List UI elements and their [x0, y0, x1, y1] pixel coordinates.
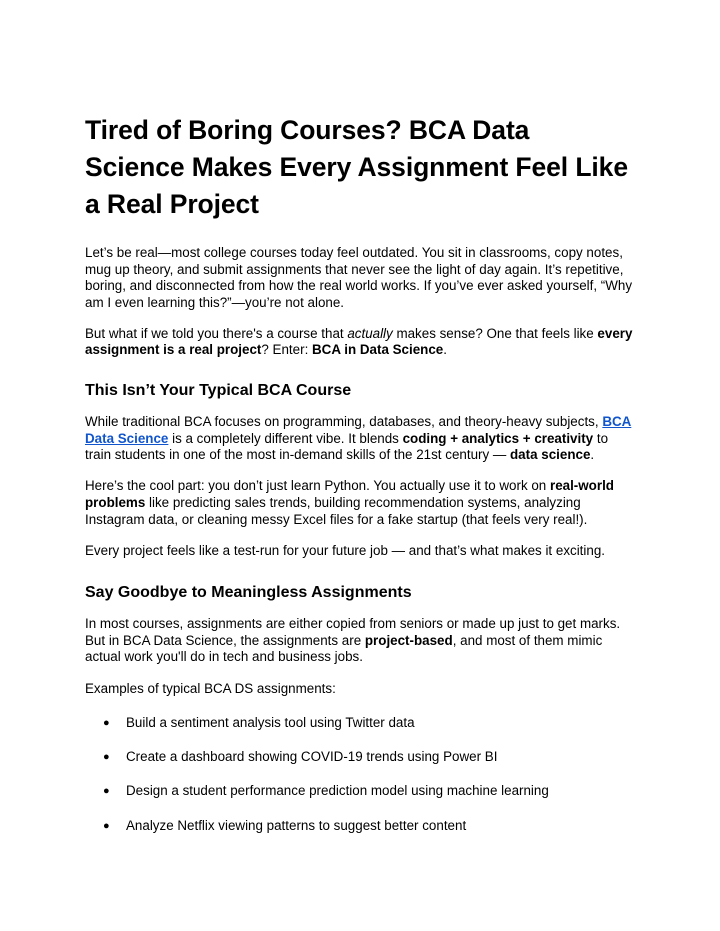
bold-data-science: data science — [510, 447, 591, 463]
assignment-examples-list — [85, 715, 636, 834]
text-run: is a completely different vibe. It blends — [168, 430, 403, 446]
bold-every-assignment: every assignment is a real project — [85, 325, 633, 358]
text-run: . — [443, 342, 447, 358]
document-title: Tired of Boring Courses? BCA Data Science Makes Every Assignment Feel Like a Real Project — [85, 115, 628, 219]
text-run: In most courses, assignments are either copied from seniors or made up just to get marks. But in BCA Data Science, the assignments are — [85, 616, 621, 648]
bold-bca-data-science: BCA in Data Science — [312, 342, 444, 358]
list-item-text: Build a sentiment analysis tool using Twitter data — [126, 715, 415, 731]
section1-paragraph-1 — [85, 414, 636, 464]
text-run: makes sense? One that feels like — [392, 325, 598, 341]
list-item — [85, 749, 636, 766]
list-item — [85, 818, 636, 835]
text-run: like predicting sales trends, building recommendation systems, analyzing Instagram data, or cleaning messy Excel files for a fake startup (that feels very real!). — [85, 494, 588, 527]
list-item-text: Create a dashboard showing COVID-19 trends using Power BI — [126, 749, 498, 765]
bca-data-science-link[interactable]: BCA Data Science — [85, 414, 632, 446]
text-run: But what if we told you there's a course that — [85, 325, 348, 341]
text-run: ? Enter: — [261, 342, 313, 358]
text-run: . — [590, 447, 595, 463]
bullet-icon: ● — [103, 819, 110, 832]
section1-paragraph-2 — [85, 478, 636, 528]
bullet-icon: ● — [103, 751, 110, 764]
text-run: While traditional BCA focuses on programming, databases, and theory-heavy subjects, — [85, 414, 603, 430]
text-run: to train students in one of the most in-demand skills of the 21st century — — [85, 430, 609, 463]
list-item-text: Design a student performance prediction model using machine learning — [126, 783, 549, 799]
intro-paragraph-1: Let’s be real—most college courses today feel outdated. You sit in classrooms, copy notes, mug up theory, and submit assignments that never see the light of day again. It’s repetitive, boring, and disconnected from how the real world works. If you’ve ever asked yourself, “Why am I even learning this?”—you’re not alone. — [85, 245, 633, 310]
text-run: , and most of them mimic actual work you'll do in tech and business jobs. — [85, 632, 603, 665]
list-item — [85, 715, 636, 732]
section-heading-typical-bca: This Isn’t Your Typical BCA Course — [85, 382, 352, 400]
text-run: Here’s the cool part: you don’t just learn Python. You actually use it to work on — [85, 478, 550, 494]
bold-coding-analytics: coding + analytics + creativity — [402, 430, 594, 446]
emphasis-actually: actually — [347, 325, 393, 341]
section1-paragraph-3: Every project feels like a test-run for your future job — and that’s what makes it exciting. — [85, 542, 605, 558]
bullet-icon: ● — [103, 717, 110, 730]
list-item-text: Analyze Netflix viewing patterns to suggest better content — [126, 817, 467, 833]
bold-project-based: project-based — [364, 632, 453, 648]
section2-paragraph-2: Examples of typical BCA DS assignments: — [85, 680, 336, 696]
intro-paragraph-2 — [85, 326, 636, 359]
bullet-icon: ● — [103, 785, 110, 798]
section-heading-meaningless-assignments: Say Goodbye to Meaningless Assignments — [85, 584, 412, 602]
bold-real-world-problems: real-world problems — [85, 478, 614, 510]
section2-paragraph-1 — [85, 616, 636, 666]
list-item — [85, 783, 636, 800]
